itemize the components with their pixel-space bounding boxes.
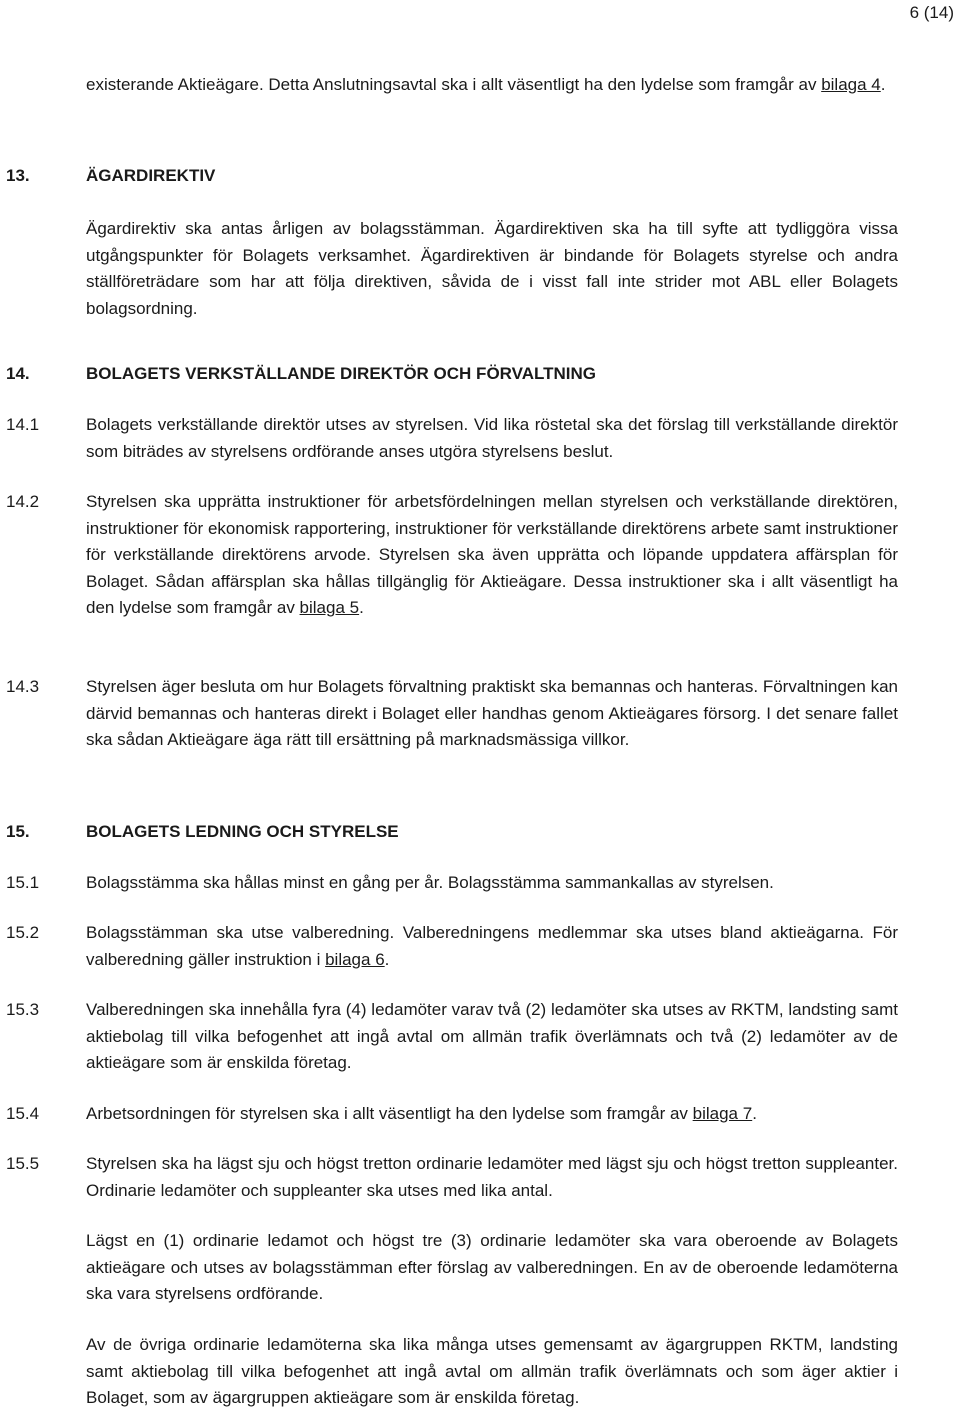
bilaga-5-link[interactable]: bilaga 5 <box>299 598 360 617</box>
section-14-title: BOLAGETS VERKSTÄLLANDE DIREKTÖR OCH FÖRVALTNING <box>86 364 596 383</box>
para-14-1-text: Bolagets verkställande direktör utses av styrelsen. Vid lika röstetal ska det förslag till verkställande direktör som biträdes av styrelsens ordförande anses utgöra styrelsens beslut. <box>86 415 898 461</box>
para-14-1-number: 14.1 <box>6 415 40 434</box>
para-15-5-text: Styrelsen ska ha lägst sju och högst tretton ordinarie ledamöter med lägst sju och högst tretton suppleanter. Ordinarie ledamöter och suppleanter ska utses med lika antal. <box>86 1154 898 1200</box>
para-15-5-third: Av de övriga ordinarie ledamöterna ska lika många utses gemensamt av ägargruppen RKTM, landsting samt aktiebolag till vilka befogenhet att ingå avtal om allmän trafik överlämnats och som äger aktier i Bolaget, som av ägargruppen aktieägare som är enskilda företag. <box>86 1335 898 1407</box>
para-15-1-number: 15.1 <box>6 873 40 892</box>
para-15-2-number: 15.2 <box>6 923 40 942</box>
section-15-title: BOLAGETS LEDNING OCH STYRELSE <box>86 822 399 841</box>
intro-text: existerande Aktieägare. Detta Anslutningsavtal ska i allt väsentligt ha den lydelse som framgår av <box>86 75 822 94</box>
para-15-4 <box>86 1101 898 1128</box>
intro-end: . <box>880 75 886 94</box>
para-15-3-text: Valberedningen ska innehålla fyra (4) ledamöter varav två (2) ledamöter ska utses av RKTM, landsting samt aktiebolag till vilka befogenhet att ingå avtal om allmän trafik överlämnats och två (2) ledamöter av de aktieägare som är enskilda företag. <box>86 1000 898 1072</box>
section-14-number: 14. <box>6 364 30 383</box>
para-14-2 <box>86 489 898 622</box>
para-15-2-end: . <box>384 949 390 969</box>
para-14-2-number: 14.2 <box>6 492 40 511</box>
para-15-4-number: 15.4 <box>6 1104 40 1123</box>
para-15-5-second: Lägst en (1) ordinarie ledamot och högst tre (3) ordinarie ledamöter ska vara oberoende av Bolagets aktieägare och utses av bolagsstämman efter förslag av valberedningen. En av de oberoende ledamöterna ska vara styrelsens ordförande. <box>86 1231 898 1303</box>
para-15-4-end: . <box>752 1104 757 1123</box>
para-15-2-text: Bolagsstämman ska utse valberedning. Valberedningens medlemmar ska utses bland aktieägarna. För valberedning gäller instruktion i <box>86 923 898 969</box>
para-15-3-number: 15.3 <box>6 1000 40 1019</box>
page-number: 6 (14) <box>909 3 954 22</box>
bilaga-7-link[interactable]: bilaga 7 <box>692 1104 753 1123</box>
para-14-2-text: Styrelsen ska upprätta instruktioner för arbetsfördelningen mellan styrelsen och verkställande direktören, instruktioner för ekonomisk rapportering, instruktioner för verkställande direktörens arbete samt instruktioner för verkställande direktörens arvode. Styrelsen ska även upprätta och löpande uppdatera affärsplan för Bolaget. Sådan affärsplan ska hållas tillgänglig för Aktieägare. Dessa instruktioner ska i allt väsentligt ha den lydelse som framgår av <box>86 492 898 617</box>
para-14-3-text: Styrelsen äger besluta om hur Bolagets förvaltning praktiskt ska bemannas och hanteras. Förvaltningen kan därvid bemannas och hanteras direkt i Bolaget eller handhas genom Aktieägares försorg. I det senare fallet ska sådan Aktieägare äga rätt till ersättning på marknadsmässiga villkor. <box>86 677 898 749</box>
para-14-3-number: 14.3 <box>6 677 40 696</box>
bilaga-4-link[interactable]: bilaga 4 <box>821 75 881 94</box>
section-13-title: ÄGARDIREKTIV <box>86 166 216 185</box>
para-15-4-text: Arbetsordningen för styrelsen ska i allt väsentligt ha den lydelse som framgår av <box>86 1104 693 1123</box>
section-15-number: 15. <box>6 822 30 841</box>
para-15-5-number: 15.5 <box>6 1154 40 1173</box>
para-15-2 <box>86 920 898 973</box>
section-13-body: Ägardirektiv ska antas årligen av bolagsstämman. Ägardirektiven ska ha till syfte att tydliggöra vissa utgångspunkter för Bolagets verksamhet. Ägardirektiven är bindande för Bolagets styrelse och andra ställföreträdare som har att följa direktiven, såvida de i visst fall inte strider mot ABL eller Bolagets bolagsordning. <box>86 219 898 318</box>
para-14-2-end: . <box>359 598 364 617</box>
section-13-number: 13. <box>6 166 30 185</box>
para-15-1-text: Bolagsstämma ska hållas minst en gång per år. Bolagsstämma sammankallas av styrelsen. <box>86 873 774 892</box>
bilaga-6-link[interactable]: bilaga 6 <box>325 949 385 969</box>
intro-paragraph <box>86 72 898 99</box>
